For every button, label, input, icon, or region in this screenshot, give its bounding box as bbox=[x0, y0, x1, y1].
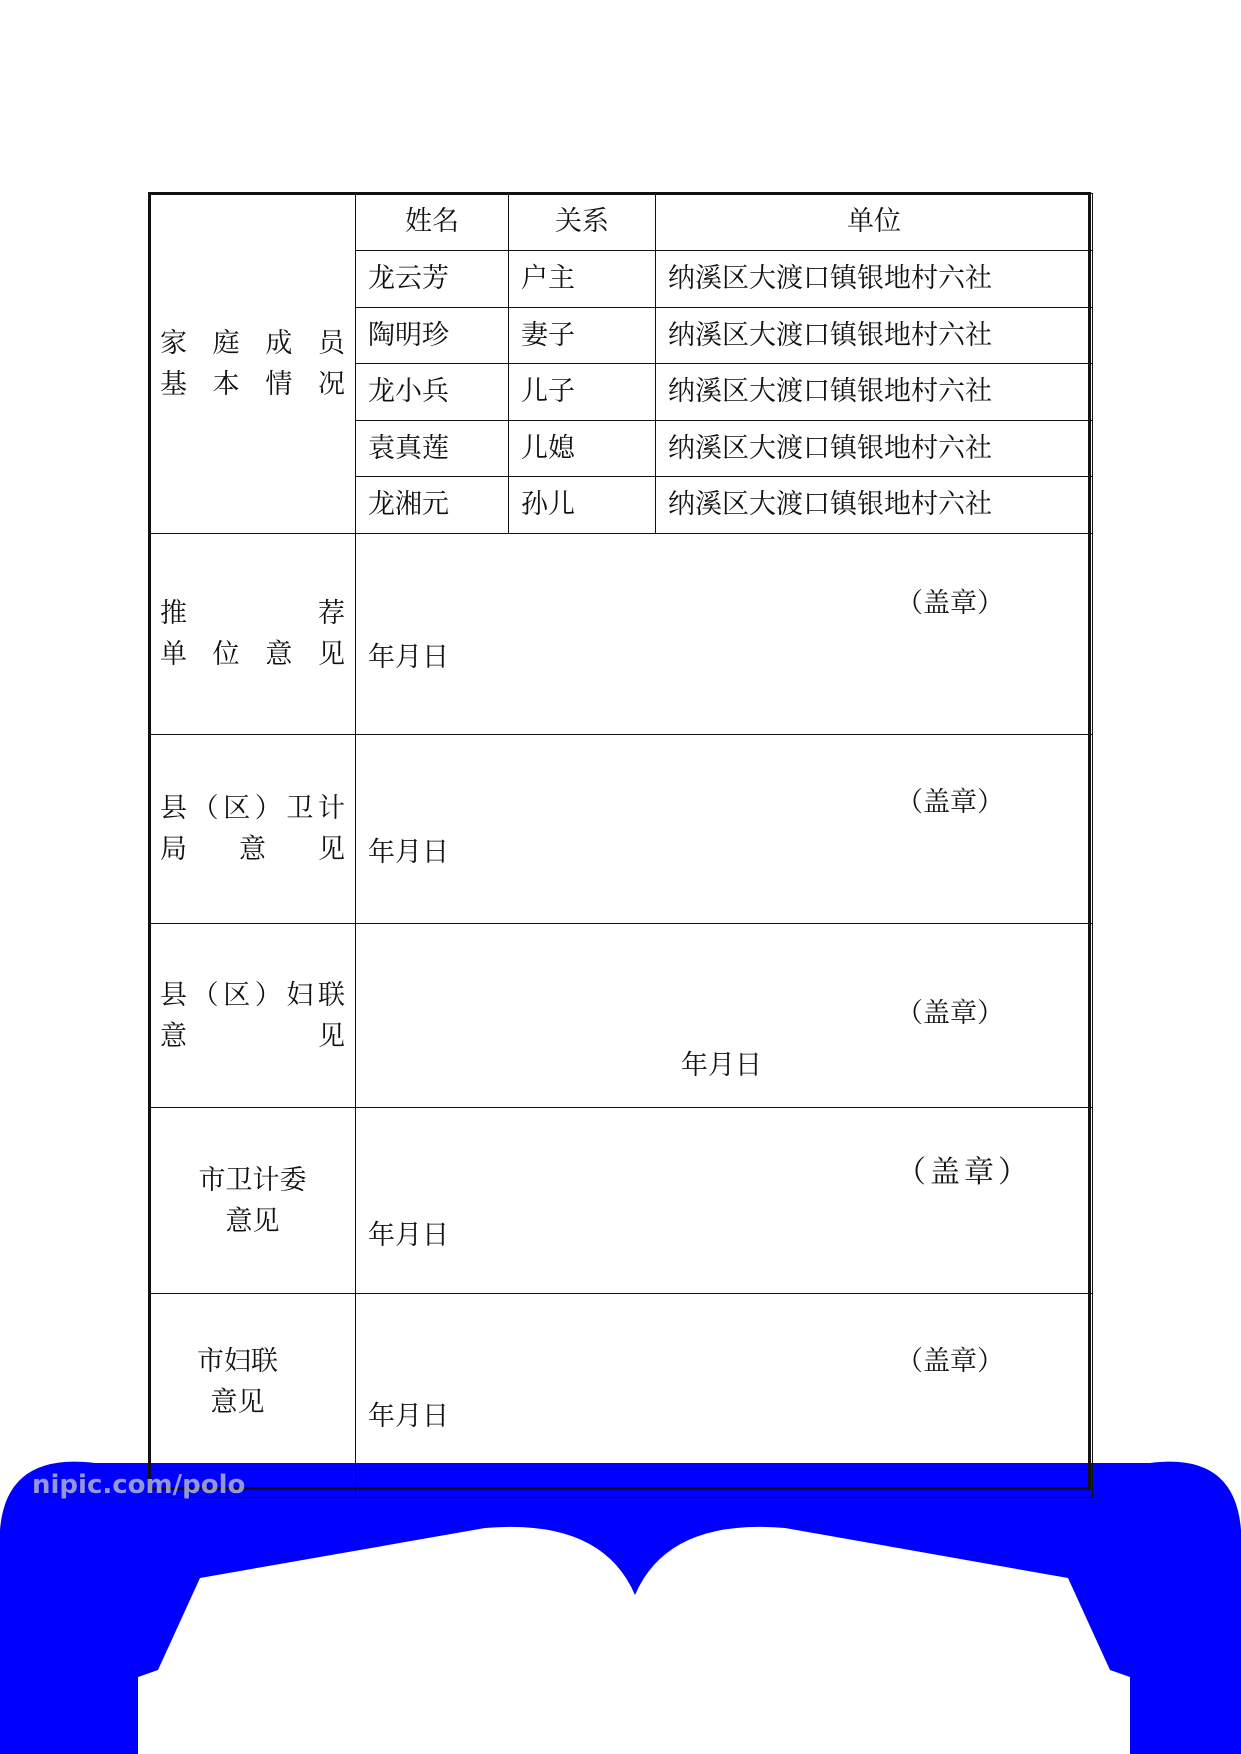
county-women-federation-opinion-row bbox=[150, 924, 1093, 1108]
application-form-table bbox=[149, 193, 1093, 1498]
opinion-label-line1: 县（区）卫计 bbox=[160, 793, 345, 824]
member-relation: 户主 bbox=[509, 251, 656, 308]
header-name: 姓名 bbox=[356, 194, 509, 251]
member-name: 袁真莲 bbox=[356, 421, 509, 477]
header-unit: 单位 bbox=[656, 194, 1093, 251]
opinion-content-cell bbox=[356, 534, 1093, 735]
opinion-label-line2: 局意见 bbox=[160, 834, 345, 865]
opinion-label-line2: 意见 bbox=[225, 1205, 280, 1237]
member-name: 龙云芳 bbox=[356, 251, 509, 308]
watermark-text: nipic.com/polo bbox=[32, 1470, 246, 1500]
header-relation: 关系 bbox=[509, 194, 656, 251]
seal-text: （盖章） bbox=[896, 588, 1004, 619]
date-text: 年月日 bbox=[368, 837, 449, 868]
opinion-label-cell bbox=[150, 735, 356, 924]
date-text: 年月日 bbox=[681, 1050, 762, 1081]
opinion-content-cell bbox=[356, 735, 1093, 924]
seal-text: （盖章） bbox=[896, 787, 1004, 818]
opinion-label-cell bbox=[150, 924, 356, 1108]
family-label-line1: 家庭成员 bbox=[160, 327, 345, 359]
member-unit: 纳溪区大渡口镇银地村六社 bbox=[656, 421, 1093, 477]
opinion-label-line2: 意见 bbox=[210, 1386, 265, 1418]
member-name: 龙湘元 bbox=[356, 477, 509, 534]
member-relation: 儿子 bbox=[509, 364, 656, 421]
member-name: 龙小兵 bbox=[356, 364, 509, 421]
opinion-content-cell bbox=[356, 1108, 1093, 1294]
member-relation: 妻子 bbox=[509, 308, 656, 364]
member-unit: 纳溪区大渡口镇银地村六社 bbox=[656, 477, 1093, 534]
opinion-label-line1: 县（区）妇联 bbox=[160, 979, 345, 1011]
member-unit: 纳溪区大渡口镇银地村六社 bbox=[656, 251, 1093, 308]
family-header-row bbox=[150, 194, 1093, 251]
opinion-label-line1: 市妇联 bbox=[197, 1345, 278, 1377]
date-text: 年月日 bbox=[368, 1220, 449, 1251]
opinion-label-cell bbox=[150, 1294, 356, 1470]
opinion-label-line2: 意见 bbox=[160, 1020, 345, 1052]
city-women-federation-opinion-row bbox=[150, 1294, 1093, 1470]
city-health-commission-opinion-row bbox=[150, 1108, 1093, 1294]
opinion-label-line1: 推荐 bbox=[160, 598, 345, 629]
opinion-label-cell bbox=[150, 1108, 356, 1294]
member-relation: 儿媳 bbox=[509, 421, 656, 477]
opinion-label-cell bbox=[150, 534, 356, 735]
recommend-unit-opinion-row bbox=[150, 534, 1093, 735]
seal-text: （盖章） bbox=[896, 998, 1004, 1029]
opinion-content-cell bbox=[356, 1294, 1093, 1470]
family-label-line2: 基本情况 bbox=[160, 368, 345, 400]
opinion-content-cell bbox=[356, 924, 1093, 1108]
seal-text: （盖章） bbox=[896, 1346, 1004, 1377]
date-text: 年月日 bbox=[368, 1401, 449, 1432]
opinion-label-line1: 市卫计委 bbox=[198, 1164, 307, 1196]
member-name: 陶明珍 bbox=[356, 308, 509, 364]
blank-cell bbox=[356, 1470, 1093, 1498]
county-health-opinion-row bbox=[150, 735, 1093, 924]
opinion-label-line2: 单位意见 bbox=[160, 639, 345, 670]
blank-bottom-row bbox=[150, 1470, 1093, 1498]
member-unit: 纳溪区大渡口镇银地村六社 bbox=[656, 364, 1093, 421]
family-label-cell bbox=[150, 194, 356, 534]
member-relation: 孙儿 bbox=[509, 477, 656, 534]
member-unit: 纳溪区大渡口镇银地村六社 bbox=[656, 308, 1093, 364]
date-text: 年月日 bbox=[368, 642, 449, 673]
seal-text: （盖章） bbox=[896, 1155, 1032, 1190]
